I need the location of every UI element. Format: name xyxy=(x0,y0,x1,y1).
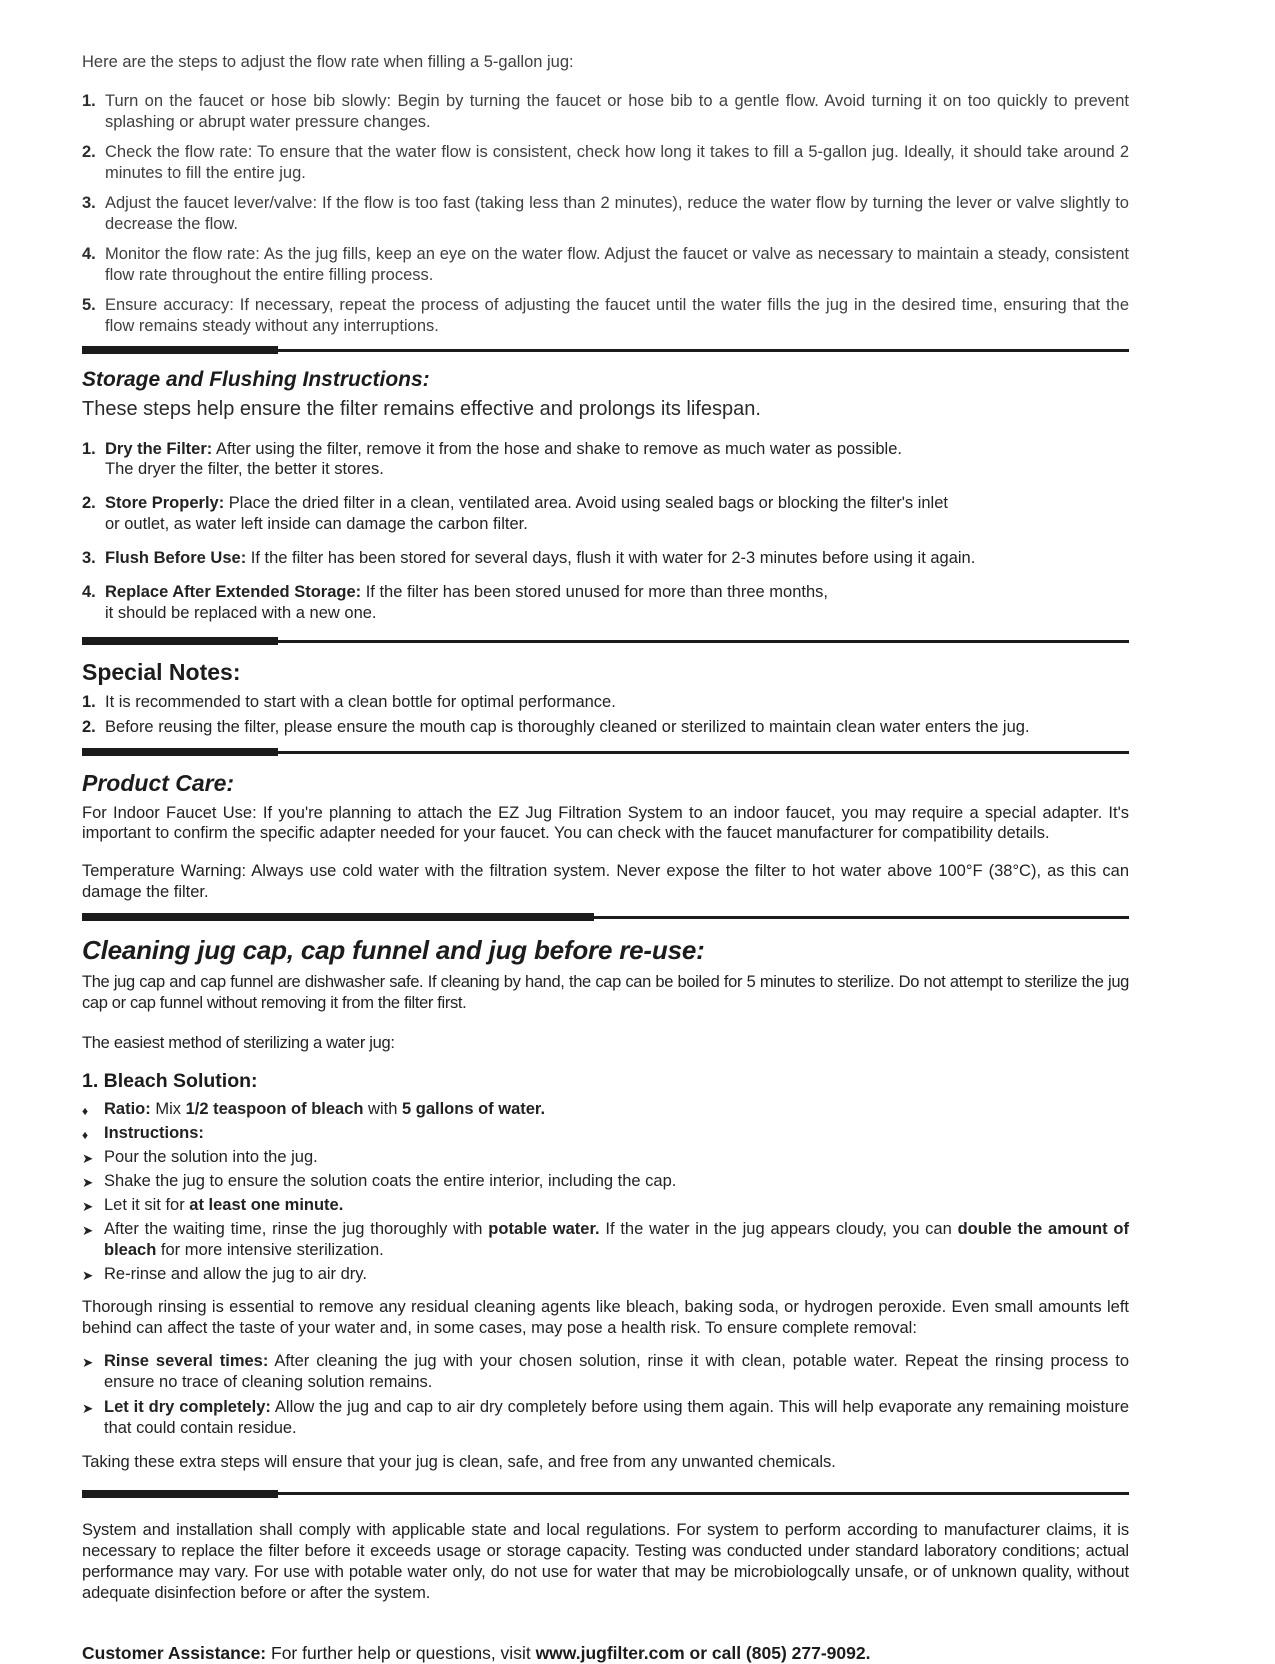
instructions-label: Instructions: xyxy=(104,1123,204,1142)
section-divider xyxy=(82,748,1129,756)
closing-line: Taking these extra steps will ensure that your jug is clean, safe, and free from any unwanted chemicals. xyxy=(82,1453,836,1472)
divider-thin-line xyxy=(278,349,1129,352)
step-text: Dry the Filter: After using the filter, remove it from the hose and shake to remove as much water as possible. The dryer the filter, the better it stores. xyxy=(105,439,902,479)
step-number: 3. xyxy=(82,549,96,568)
storage-section-title: Storage and Flushing Instructions: xyxy=(82,368,430,392)
removal-steps-list xyxy=(82,1351,1129,1439)
bleach-step xyxy=(82,1171,1129,1192)
flow-step xyxy=(82,244,1129,286)
instructions-line xyxy=(82,1123,1129,1144)
cleaning-section xyxy=(82,934,1129,1473)
temperature-warning-paragraph: Temperature Warning: Always use cold water with the filtration system. Never expose the filter to hot water above 100°F (38°C), as this can damage the filter. xyxy=(82,862,1129,902)
arrow-glyph: ➤ xyxy=(82,1222,94,1238)
flow-step xyxy=(82,295,1129,337)
step-number: 4. xyxy=(82,244,96,263)
divider-thick-bar xyxy=(82,346,278,354)
step-text: Flush Before Use: If the filter has been stored for several days, flush it with water for 2-3 minutes before using it again. xyxy=(105,549,976,568)
storage-step xyxy=(82,582,1129,624)
step-text: Pour the solution into the jug. xyxy=(104,1147,318,1166)
step-text: Check the flow rate: To ensure that the water flow is consistent, check how long it takes to fill a 5-gallon jug. Ideally, it should take around 2 minutes to fill the entire jug. xyxy=(105,142,1129,182)
step-text: Adjust the faucet lever/valve: If the flow is too fast (taking less than 2 minutes), reduce the water flow by turning the lever or valve slightly to decrease the flow. xyxy=(105,193,1129,233)
bleach-step xyxy=(82,1147,1129,1168)
arrow-bullet-icon xyxy=(82,1219,104,1261)
arrow-glyph: ➤ xyxy=(82,1174,94,1190)
step-number: 5. xyxy=(82,295,96,314)
disclaimer-paragraph: System and installation shall comply with applicable state and local regulations. For system to perform according to manufacturer claims, it is necessary to replace the filter before it exceeds usage or storage capacity. Testing was conducted under standard laboratory conditions; actual performance may vary. For use with potable water only, do not use for water that may be microbiologcally unsafe, or of unknown quality, without adequate disinfection before or after the system. xyxy=(82,1520,1129,1602)
arrow-glyph: ➤ xyxy=(82,1355,94,1371)
note-text: Before reusing the filter, please ensure the mouth cap is thoroughly cleaned or sterilized to maintain clean water enters the jug. xyxy=(105,718,1030,737)
arrow-bullet-icon xyxy=(82,1171,104,1192)
bleach-step xyxy=(82,1219,1129,1261)
step-text: Replace After Extended Storage: If the filter has been stored unused for more than three months, it should be replaced with a new one. xyxy=(105,583,828,623)
step-number: 1. xyxy=(82,439,96,458)
flow-step xyxy=(82,193,1129,235)
step-text: Turn on the faucet or hose bib slowly: Begin by turning the faucet or hose bib to a gentle flow. Avoid turning it on too quickly to prevent splashing or abrupt water pressure changes. xyxy=(105,91,1129,131)
arrow-bullet-icon xyxy=(82,1397,104,1439)
step-text: After the waiting time, rinse the jug thoroughly with potable water. If the water in the jug appears cloudy, you can double the amount of bleach for more intensive sterilization. xyxy=(104,1219,1129,1259)
diamond-glyph: ♦ xyxy=(82,1103,89,1118)
step-number: 1. xyxy=(82,91,96,110)
arrow-glyph: ➤ xyxy=(82,1401,94,1417)
section-divider xyxy=(82,913,1129,921)
removal-step xyxy=(82,1351,1129,1393)
sterilizing-method-line: The easiest method of sterilizing a water jug: xyxy=(82,1034,395,1053)
note-number: 2. xyxy=(82,718,96,737)
divider-thick-bar xyxy=(82,637,278,645)
divider-thin-line xyxy=(278,640,1129,643)
special-notes-list xyxy=(82,692,1129,738)
step-number: 2. xyxy=(82,494,96,513)
storage-section-subtitle: These steps help ensure the filter remains effective and prolongs its lifespan. xyxy=(82,398,761,421)
step-text: Re-rinse and allow the jug to air dry. xyxy=(104,1264,367,1283)
divider-thick-bar xyxy=(82,748,278,756)
product-care-section xyxy=(82,769,1129,903)
divider-thin-line xyxy=(278,751,1129,754)
divider-thin-line xyxy=(278,1492,1129,1495)
step-text: Let it sit for at least one minute. xyxy=(104,1195,344,1214)
step-text: Rinse several times: After cleaning the jug with your chosen solution, rinse it with clean, potable water. Repeat the rinsing process to ensure no trace of cleaning solution remains. xyxy=(104,1352,1129,1392)
step-text: Ensure accuracy: If necessary, repeat the process of adjusting the faucet until the water fills the jug in the desired time, ensuring that the flow remains steady without any interruptions. xyxy=(105,295,1129,335)
note-text: It is recommended to start with a clean bottle for optimal performance. xyxy=(105,693,616,712)
bleach-step xyxy=(82,1195,1129,1216)
ratio-line xyxy=(82,1099,1129,1120)
rinsing-paragraph: Thorough rinsing is essential to remove any residual cleaning agents like bleach, baking soda, or hydrogen peroxide. Even small amounts left behind can affect the taste of your water and, in some cases, may pose a health risk. To ensure complete removal: xyxy=(82,1297,1129,1337)
footer-section xyxy=(82,1520,1129,1664)
step-text: Let it dry completely: Allow the jug and cap to air dry completely before using them again. This will help evaporate any remaining moisture that could contain residue. xyxy=(104,1398,1129,1438)
arrow-bullet-icon xyxy=(82,1147,104,1168)
diamond-bullet-icon xyxy=(82,1123,104,1144)
intro-line: Here are the steps to adjust the flow rate when filling a 5-gallon jug: xyxy=(82,53,574,71)
arrow-glyph: ➤ xyxy=(82,1150,94,1166)
cleaning-intro-paragraph: The jug cap and cap funnel are dishwasher safe. If cleaning by hand, the cap can be boiled for 5 minutes to sterilize. Do not attempt to sterilize the jug cap or cap funnel without removing it from the filter first. xyxy=(82,973,1129,1013)
bleach-solution-title: 1. Bleach Solution: xyxy=(82,1070,258,1093)
divider-thick-bar xyxy=(82,913,594,921)
storage-step xyxy=(82,493,1129,535)
indoor-faucet-paragraph: For Indoor Faucet Use: If you're planning to attach the EZ Jug Filtration System to an indoor faucet, you may require a special adapter. It's important to confirm the specific adapter needed for your faucet. You can check with the faucet manufacturer for compatibility details. xyxy=(82,803,1129,843)
diamond-bullet-icon xyxy=(82,1099,104,1120)
flow-step xyxy=(82,142,1129,184)
special-notes-section xyxy=(82,658,1129,738)
removal-step xyxy=(82,1397,1129,1439)
storage-steps-list xyxy=(82,439,1129,625)
step-text: Store Properly: Place the dried filter in a clean, ventilated area. Avoid using sealed bags or blocking the filter's inlet or outlet, as water left inside can damage the carbon filter. xyxy=(105,494,948,534)
note-number: 1. xyxy=(82,693,96,712)
arrow-bullet-icon xyxy=(82,1195,104,1216)
flow-steps-list xyxy=(82,91,1129,337)
bleach-steps-list xyxy=(82,1147,1129,1285)
flow-step xyxy=(82,91,1129,133)
section-divider xyxy=(82,637,1129,645)
arrow-bullet-icon xyxy=(82,1264,104,1285)
step-number: 3. xyxy=(82,193,96,212)
step-number: 2. xyxy=(82,142,96,161)
step-number: 4. xyxy=(82,583,96,602)
step-text: Monitor the flow rate: As the jug fills, keep an eye on the water flow. Adjust the faucet or valve as necessary to maintain a steady, consistent flow rate throughout the entire filling process. xyxy=(105,244,1129,284)
bleach-step xyxy=(82,1264,1129,1285)
storage-section xyxy=(82,367,1129,624)
special-note xyxy=(82,692,1129,713)
customer-assistance-line: Customer Assistance: For further help or questions, visit www.jugfilter.com or call (805) 277-9092. xyxy=(82,1642,871,1663)
arrow-bullet-icon xyxy=(82,1351,104,1393)
cleaning-section-title: Cleaning jug cap, cap funnel and jug before re-use: xyxy=(82,935,705,966)
divider-thin-line xyxy=(594,916,1129,919)
ratio-text: Ratio: Mix 1/2 teaspoon of bleach with 5 gallons of water. xyxy=(104,1099,546,1118)
diamond-glyph: ♦ xyxy=(82,1127,89,1142)
arrow-glyph: ➤ xyxy=(82,1198,94,1214)
product-care-title: Product Care: xyxy=(82,770,235,797)
section-divider xyxy=(82,346,1129,354)
step-text: Shake the jug to ensure the solution coats the entire interior, including the cap. xyxy=(104,1171,677,1190)
storage-step xyxy=(82,548,1129,569)
special-note xyxy=(82,717,1129,738)
section-divider xyxy=(82,1490,1129,1498)
arrow-glyph: ➤ xyxy=(82,1267,94,1283)
special-notes-title: Special Notes: xyxy=(82,659,241,686)
storage-step xyxy=(82,439,1129,481)
divider-thick-bar xyxy=(82,1490,278,1498)
